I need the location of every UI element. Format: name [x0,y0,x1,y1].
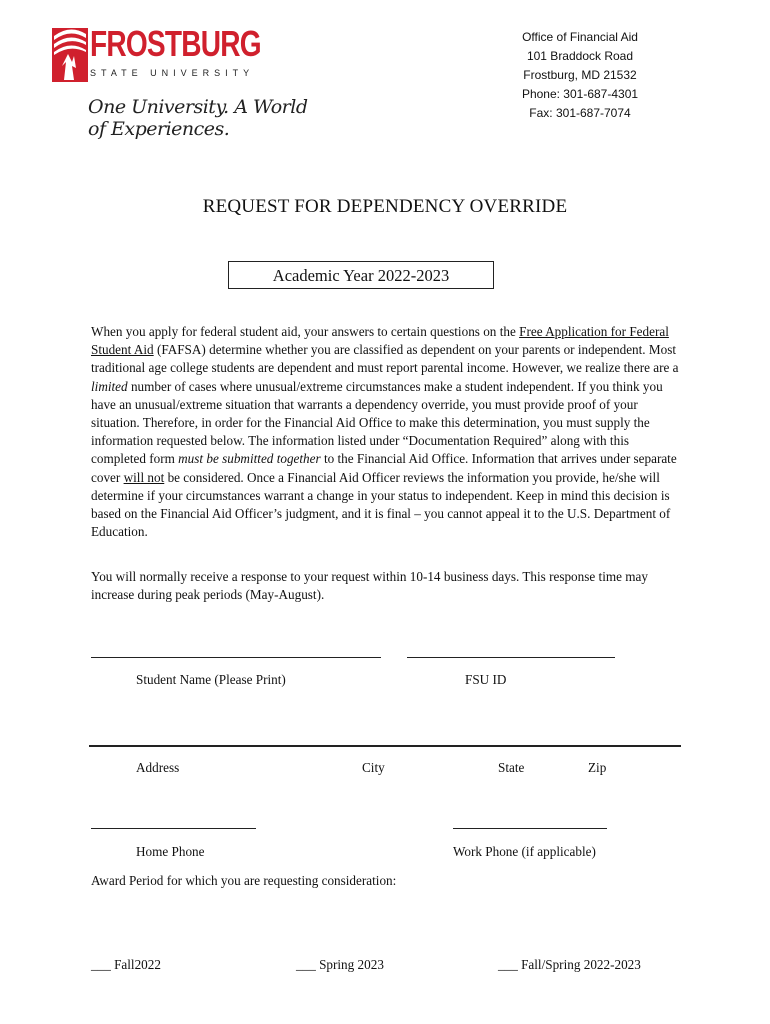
response-time-paragraph: You will normally receive a response to your request within 10-14 business days. This response time may increase during peak periods (May-August). [91,569,648,603]
state-label: State [498,760,525,775]
option-label: Spring 2023 [319,957,384,972]
page-title: REQUEST FOR DEPENDENCY OVERRIDE [202,196,568,217]
university-logo [50,23,330,140]
emphasis-limited: limited [91,378,128,394]
work-phone-label: Work Phone (if applicable) [453,844,596,859]
office-street: 101 Braddock Road [526,49,634,63]
option-fall-2022[interactable] [91,957,161,973]
option-blank: ___ [296,957,316,972]
intro-text: be considered. Once a Financial Aid Officer reviews the information you provide, he/she will determine if your circumstances warrant a change in your status to independent. Keep in mind this decision is based on the Financial Aid Officer’s judgment, and it is final – you cannot appeal it to the U.S. Department of Education. [91,469,671,540]
office-fax: Fax: 301-687-7074 [529,106,631,120]
intro-text: When you apply for federal student aid, your answers to certain questions on the [91,324,520,339]
intro-text: to the Financial Aid Office. Information that arrives under separate cover [91,451,677,485]
emphasis-together: must be submitted together [178,451,321,467]
option-label: Fall2022 [114,957,161,972]
office-address [480,28,680,123]
flame-logo-icon [50,26,90,84]
student-name-label: Student Name (Please Print) [136,672,286,687]
academic-year-box: Academic Year 2022-2023 [228,261,494,289]
logo-wordmark: FROSTBURG [90,23,261,64]
intro-text: (FAFSA) determine whether you are classified as dependent on your parents or independent. Most traditional age college students are dependent and must report parental income. However, we realize there are a [91,342,679,376]
option-blank: ___ [498,957,518,972]
work-phone-field[interactable] [453,819,607,829]
option-fall-spring[interactable] [498,957,641,973]
intro-paragraph [91,323,683,541]
zip-label: Zip [588,760,607,775]
tagline: One University. A World of Experiences. [88,96,308,140]
office-phone: Phone: 301-687-4301 [521,87,639,101]
fsu-id-label: FSU ID [465,672,507,687]
city-label: City [362,760,385,775]
emphasis-will-not: will not [123,469,165,485]
option-spring-2023[interactable] [296,957,384,973]
office-name: Office of Financial Aid [522,30,638,44]
home-phone-field[interactable] [91,819,256,829]
address-label: Address [136,760,180,775]
award-period-label: Award Period for which you are requesting consideration: [91,873,397,888]
address-field[interactable] [89,745,681,747]
fafsa-link[interactable]: Free Application for Federal Student Aid [91,324,669,358]
logo-subtitle: STATE UNIVERSITY [90,68,255,78]
fsu-id-field[interactable] [407,648,615,658]
office-city: Frostburg, MD 21532 [523,68,637,82]
option-label: Fall/Spring 2022-2023 [521,957,641,972]
student-name-field[interactable] [91,648,381,658]
home-phone-label: Home Phone [136,844,205,859]
option-blank: ___ [91,957,111,972]
intro-text: number of cases where unusual/extreme circumstances make a student independent. If you think you have an unusual/extreme situation that warrants a dependency override, you must provide proof of your situation. Therefore, in order for the Financial Aid Office to make this determination, you must supply the information requested below. The information listed under “Documentation Required” along with this completed form [91,378,663,467]
